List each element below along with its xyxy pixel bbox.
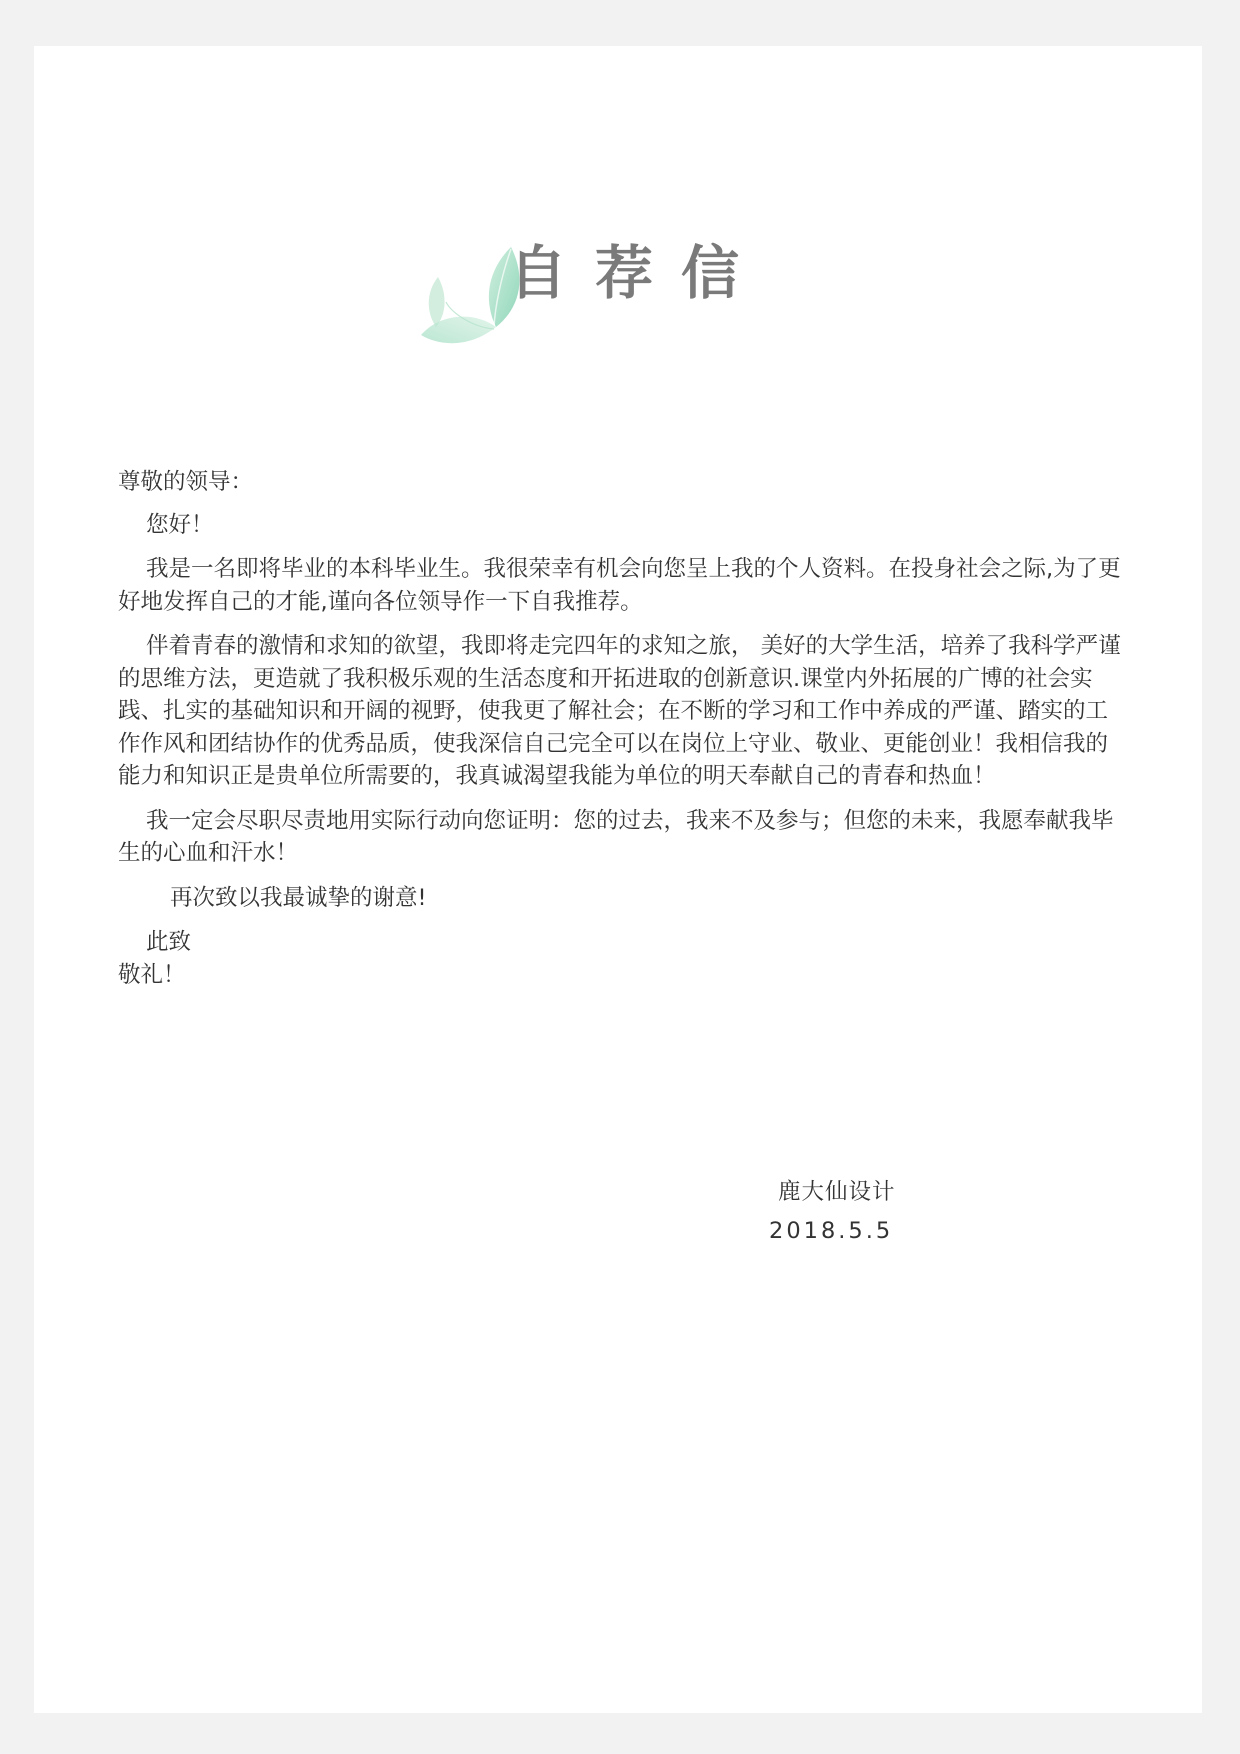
letter-body	[118, 466, 1128, 991]
letter-page	[34, 46, 1202, 1713]
paragraph: 我一定会尽职尽责地用实际行动向您证明：您的过去，我来不及参与；但您的未来，我愿奉献我毕生的心血和汗水！	[118, 807, 1114, 866]
paragraph: 我是一名即将毕业的本科毕业生。我很荣幸有机会向您呈上我的个人资料。在投身社会之际,为了更好地发挥自己的才能,谨向各位领导作一下自我推荐。	[118, 556, 1121, 615]
closing-line-1: 此致	[146, 929, 192, 955]
closing-line-2: 敬礼！	[118, 961, 186, 988]
page-title: 自荐信	[509, 239, 768, 307]
signature-date: 2018.5.5	[769, 1218, 894, 1244]
signature-name: 鹿大仙设计	[778, 1179, 896, 1205]
paragraph: 伴着青春的激情和求知的欲望，我即将走完四年的求知之旅， 美好的大学生活，培养了我科学严谨的思维方法，更造就了我积极乐观的生活态度和开拓进取的创新意识.课堂内外拓展的广博的社会实践、扎实的基础知识和开阔的视野，使我更了解社会；在不断的学习和工作中养成的严谨、踏实的工作作风和团结协作的优秀品质，使我深信自己完全可以在岗位上守业、敬业、更能创业！我相信我的能力和知识正是贵单位所需要的，我真诚渴望我能为单位的明天奉献自己的青春和热血！	[118, 633, 1121, 789]
salutation: 尊敬的领导：	[118, 469, 254, 495]
greeting: 您好！	[146, 511, 214, 538]
signature-block	[769, 1174, 896, 1244]
thanks-line: 再次致以我最诚挚的谢意!	[170, 884, 427, 911]
